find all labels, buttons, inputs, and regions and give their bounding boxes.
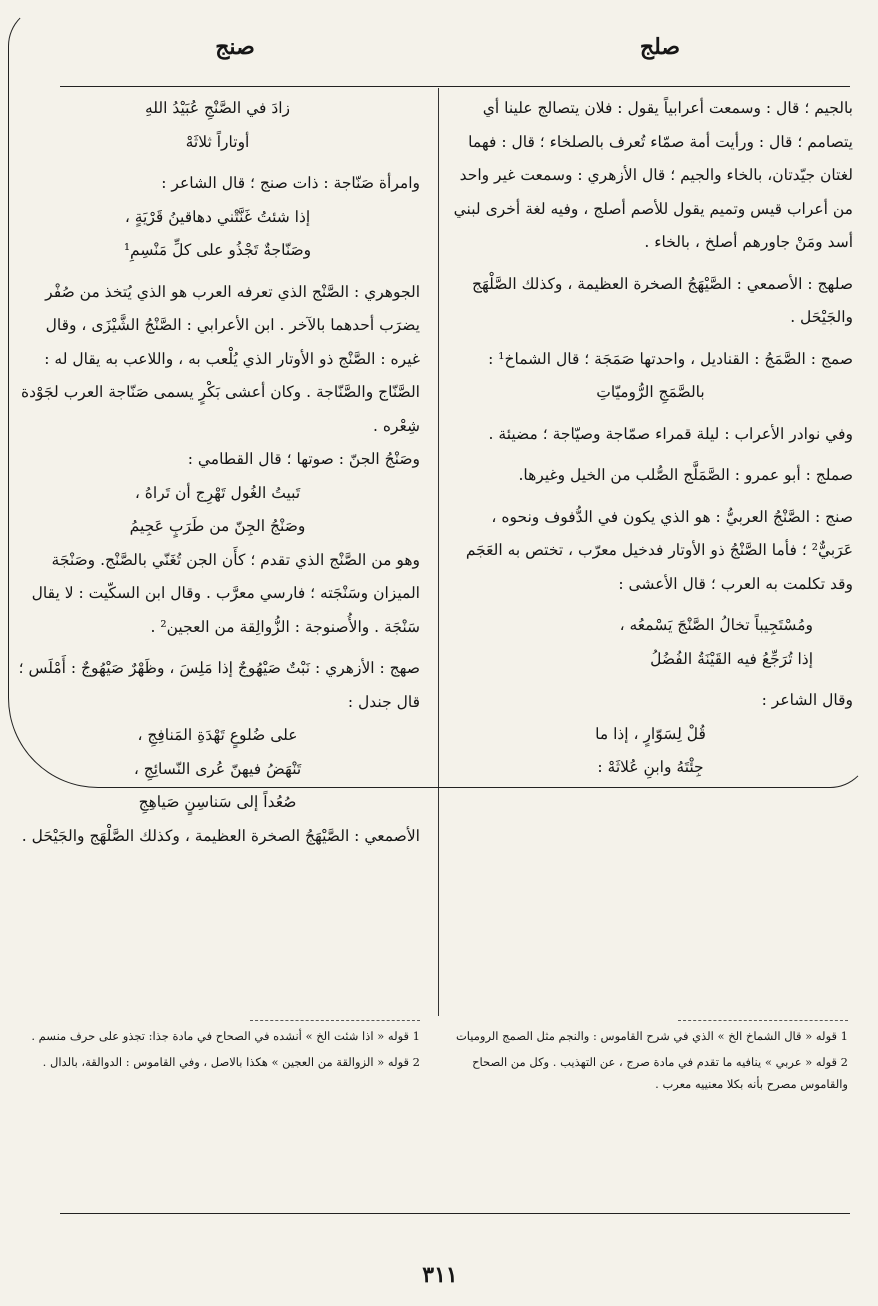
footnotes-right — [448, 1020, 848, 1095]
verse-line: زادَ في الصَّنْجِ عُبَيْدُ اللهِ — [144, 99, 291, 117]
header-rule — [60, 86, 850, 87]
footnote-rule — [250, 1020, 420, 1021]
footnote: 1 قوله « اذا شئت الخ » أنشده في الصحاح في مادة جذا: تجذو على حرف منسم . — [31, 1029, 420, 1043]
verse-line: وصَنّاجةٌ تَجْذُو على كلِّ مَنْسِمِ¹ — [123, 241, 312, 259]
verse-line: إذا شئتُ غَنَّتْني دهاقينُ قَرْيَةٍ ، — [124, 207, 311, 226]
running-head-right: صلج — [639, 34, 681, 60]
verse-line: تَنْهَضُ فيهنّ عُرى النّسائِجِ ، — [133, 759, 302, 778]
verse-line: جِئْتَهُ وابنِ عُلاثَهْ : — [597, 758, 704, 776]
verse-line: صُعُداً إلى سَناسِنٍ صَياهِجِ — [138, 793, 297, 811]
verse-line: تَبيتُ الغُول تَهْرِج أن تَراهُ ، — [134, 483, 301, 502]
right-column — [448, 92, 853, 785]
entry-samlaj: صملج : أبو عمرو : الصَّمَلَّج الصُّلب من الخيل وغيرها. — [518, 466, 853, 484]
entry-samaj: صمج : الصَّمَجُ : القناديل ، واحدتها صَمَجَة ؛ قال الشماخ¹ : — [488, 349, 853, 368]
entry-text: وامرأة صَنّاجة : ذات صنج ؛ قال الشاعر : — [161, 174, 420, 192]
column-divider — [438, 88, 439, 1016]
footer-rule — [60, 1213, 850, 1214]
verse-line: بالصَّمَجِ الرُّوميّاتِ — [596, 383, 705, 401]
entry-salhaj: صلهج : الأصمعي : الصَّيْهَجُ الصخرة العظيمة ، وكذلك الصَّلْهَج والجَيْحَل . — [471, 274, 853, 326]
entry-text: وفي نوادر الأعراب : ليلة قمراء صمّاجة وصيّاجة ؛ مضيئة . — [488, 424, 853, 443]
entry-sahaj: صهج : الأزهري : نَبْتٌ صَيْهُوجٌ إذا مَلِسَ ، وظَهْرٌ صَيْهُوجٌ : أَمْلَس ؛ قال جندل : — [18, 659, 420, 711]
page-number: ٣١١ — [422, 1262, 458, 1288]
entry-text: الجوهري : الصَّنْج الذي تعرفه العرب هو الذي يُتخذ من صُفْر يضرَب أحدهما بالآخر . ابن الأعرابي : الصَّنْجُ الشَّيْزَى ، وقال غيره : الصَّنْج ذو الأوتار الذي يُلْعب به ، واللاعب به يقال له : الصَّنّاج والصَّنّاجة . وكان أعشى بَكْرٍ يسمى صَنّاجة العرب لجَوْدة شِعْره . — [21, 282, 420, 435]
entry-text: وقال الشاعر : — [761, 691, 853, 709]
running-head-left: صنج — [215, 34, 255, 60]
verse-line: قُلْ لِسَوّارٍ ، إذا ما — [595, 724, 706, 743]
footnote: 1 قوله « قال الشماخ الخ » الذي في شرح القاموس : والنجم مثل الصمج الروميات — [455, 1029, 848, 1043]
verse-line: ومُسْتَجِيباً تخالُ الصَّنْجَ يَسْمعُه ، — [619, 616, 813, 634]
verse-line: أوتاراً ثلاثَهْ — [185, 132, 250, 151]
footnote-rule — [678, 1020, 848, 1021]
entry-text: وصَنْجُ الجنّ : صوتها ؛ قال القطامي : — [187, 450, 420, 468]
verse-line: إذا تُرَجِّعُ فيه القَيْنَةُ الفُضُلُ — [650, 649, 813, 668]
verse-line: وصَنْجُ الجِنّ من طَرَبٍ عَجِيمُ — [129, 517, 306, 535]
entry-text: الأصمعي : الصَّيْهَجُ الصخرة العظيمة ، وكذلك الصَّلْهَج والجَيْحَل . — [21, 826, 420, 845]
footnotes-left — [15, 1020, 420, 1073]
entry-text: وهو من الصَّنْج الذي تقدم ؛ كأَن الجن تُغَنّي بالصَّنْج. وصَنْجَة الميزان وسَنْجَته ؛ فارسي معرَّب . وقال ابن السكّيت : لا يقال سَنْجَة . والأُصنوجة : الزُّوالِقة من العجين² . — [31, 550, 420, 636]
left-column — [15, 92, 420, 853]
entry-sanj: صنج : الصَّنْجُ العربيُّ : هو الذي يكون في الدُّفوف ونحوه ، عَرَبيٌّ² ؛ فأما الصَّنْجُ ذو الأوتار فدخيل معرّب ، تختص به العَجَم وقد تكلمت به العرب ؛ قال الأعشى : — [465, 507, 853, 593]
verse-line: على ضُلوعٍ تَهْدَةِ المَنافِجِ ، — [137, 726, 298, 744]
footnote: 2 قوله « الزوالقة من العجين » هكذا بالاصل ، وفي القاموس : الدوالقة، بالدال . — [42, 1055, 420, 1069]
footnote: 2 قوله « عربي » ينافيه ما تقدم في مادة صرج ، عن التهذيب . وكل من الصحاح والقاموس مصرح بأنه بكلا معنييه معرب . — [472, 1055, 848, 1091]
entry-text: بالجيم ؛ قال : وسمعت أعرابياً يقول : فلان يتصالج علينا أي يتصامم ؛ قال : ورأيت أمة صمّاء تُعرف بالصلخاء ؛ قال : فهما لغتان جيّدتان، بالخاء والجيم ؛ قال الأزهري : وسمعت غير واحد من أعراب قيس وتميم يقول للأصم أصلج ، وفيه لغة أخرى لبني أسد ومَنْ جاورهم أصلخ ، بالخاء . — [453, 99, 853, 251]
